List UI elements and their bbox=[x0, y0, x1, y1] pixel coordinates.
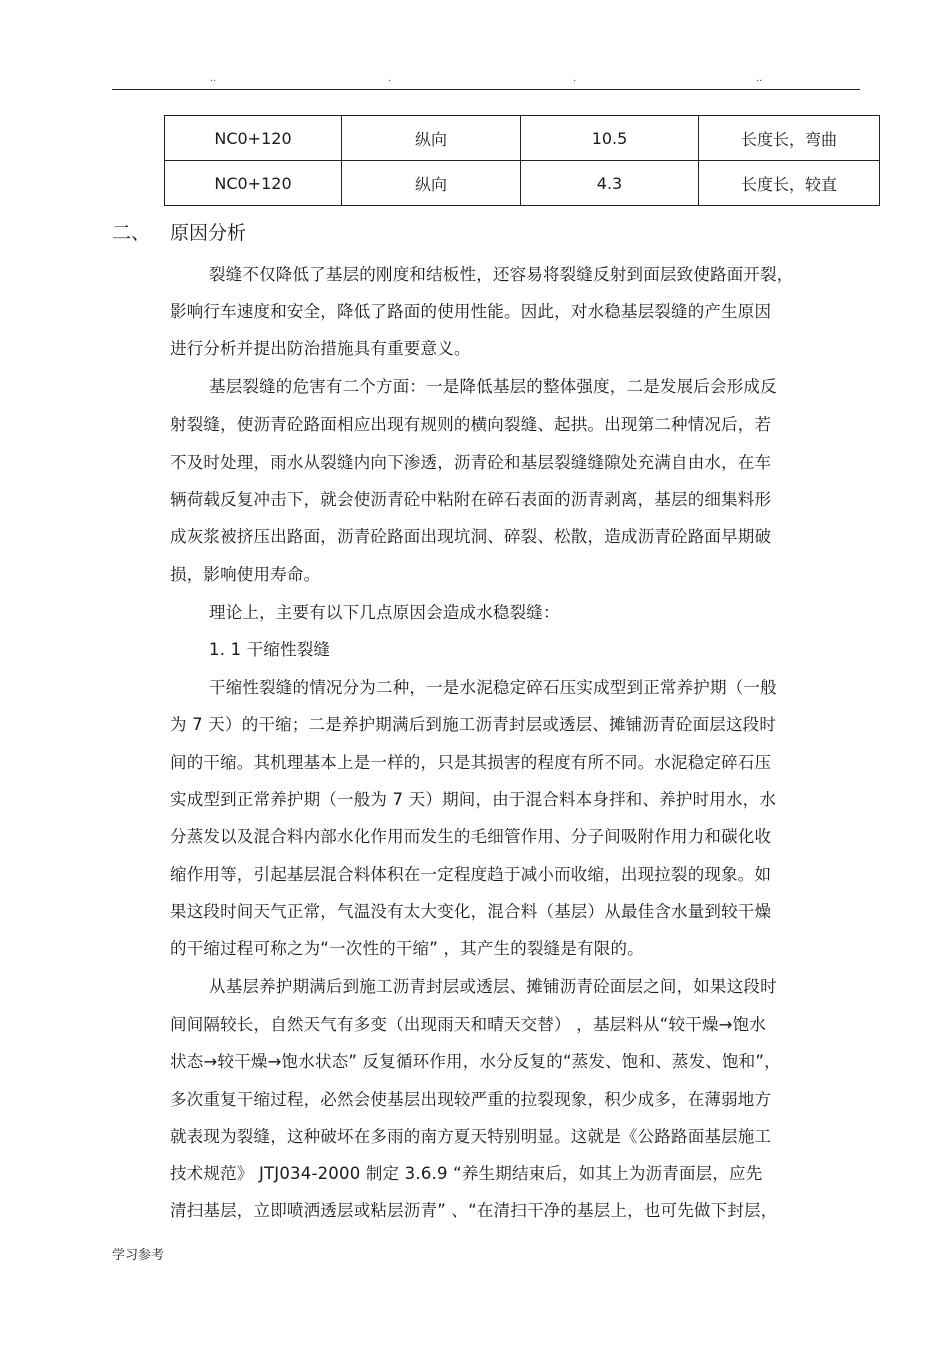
body-line: 的干缩过程可称之为“一次性的干缩” ，其产生的裂缝是有限的。 bbox=[170, 939, 644, 958]
header-dot: .. bbox=[210, 73, 217, 84]
table-cell-direction: 纵向 bbox=[342, 116, 521, 161]
body-line: 间间隔较长，自然天气有多变（出现雨天和晴天交替） ，基层料从“较干燥→饱水 bbox=[170, 1015, 767, 1034]
body-line: 影响行车速度和安全，降低了路面的使用性能。因此，对水稳基层裂缝的产生原因 bbox=[170, 302, 772, 321]
body-line: 基层裂缝的危害有二个方面：一是降低基层的整体强度，二是发展后会形成反 bbox=[209, 377, 777, 396]
body-line: 裂缝不仅降低了基层的刚度和结板性，还容易将裂缝反射到面层致使路面开裂， bbox=[209, 265, 794, 284]
subsection-heading: 1. 1 干缩性裂缝 bbox=[209, 640, 331, 659]
header-dot: .. bbox=[756, 73, 763, 84]
table-cell-length: 10.5 bbox=[521, 116, 699, 161]
body-line: 间的干缩。其机理基本上是一样的，只是其损害的程度有所不同。水泥稳定碎石压 bbox=[170, 753, 772, 772]
table-row bbox=[165, 161, 880, 206]
header-rule bbox=[112, 89, 860, 90]
body-line: 就表现为裂缝，这种破坏在多雨的南方夏天特别明显。这就是《公路路面基层施工 bbox=[170, 1127, 772, 1146]
table-cell-length: 4.3 bbox=[521, 161, 699, 206]
table-cell-station: NC0+120 bbox=[165, 116, 342, 161]
header-dot: . bbox=[388, 73, 392, 84]
body-line: 清扫基层，立即喷洒透层或粘层沥青” 、“在清扫干净的基层上，也可先做下封层， bbox=[170, 1201, 778, 1220]
crack-table bbox=[164, 115, 880, 206]
section-title: 原因分析 bbox=[170, 222, 247, 244]
page-header-dots bbox=[0, 72, 950, 86]
body-line: 实成型到正常养护期（一般为 7 天）期间，由于混合料本身拌和、养护时用水，水 bbox=[170, 790, 777, 809]
body-line: 理论上，主要有以下几点原因会造成水稳裂缝： bbox=[209, 603, 560, 622]
body-line: 进行分析并提出防治措施具有重要意义。 bbox=[170, 339, 471, 358]
table-cell-station: NC0+120 bbox=[165, 161, 342, 206]
body-line: 缩作用等，引起基层混合料体积在一定程度趋于减小而收缩，出现拉裂的现象。如 bbox=[170, 865, 772, 884]
table-row bbox=[165, 116, 880, 161]
body-line: 状态→较干燥→饱水状态” 反复循环作用，水分反复的“蒸发、饱和、蒸发、饱和”， bbox=[170, 1052, 781, 1071]
section-number: 二、 bbox=[112, 222, 151, 244]
body-line: 多次重复干缩过程，必然会使基层出现较严重的拉裂现象，积少成多，在薄弱地方 bbox=[170, 1090, 772, 1109]
header-dot: . bbox=[573, 73, 577, 84]
body-line: 干缩性裂缝的情况分为二种，一是水泥稳定碎石压实成型到正常养护期（一般 bbox=[209, 678, 777, 697]
table-cell-direction: 纵向 bbox=[342, 161, 521, 206]
table-cell-description: 长度长，较直 bbox=[699, 161, 880, 206]
body-line: 分蒸发以及混合料内部水化作用而发生的毛细管作用、分子间吸附作用力和碳化收 bbox=[170, 827, 772, 846]
body-line: 损，影响使用寿命。 bbox=[170, 565, 321, 584]
body-line: 技术规范》 JTJ034-2000 制定 3.6.9 “养生期结束后，如其上为沥青面层，应先 bbox=[170, 1164, 763, 1183]
body-line: 辆荷载反复冲击下，就会使沥青砼中粘附在碎石表面的沥青剥离，基层的细集料形 bbox=[170, 490, 772, 509]
body-line: 从基层养护期满后到施工沥青封层或透层、摊铺沥青砼面层之间，如果这段时 bbox=[209, 977, 777, 996]
body-line: 不及时处理，雨水从裂缝内向下渗透，沥青砼和基层裂缝缝隙处充满自由水，在车 bbox=[170, 453, 772, 472]
page-footer: 学习参考 bbox=[112, 1248, 165, 1263]
body-line: 为 7 天）的干缩；二是养护期满后到施工沥青封层或透层、摊铺沥青砼面层这段时 bbox=[170, 715, 777, 734]
body-line: 果这段时间天气正常，气温没有太大变化，混合料（基层）从最佳含水量到较干燥 bbox=[170, 902, 772, 921]
table-cell-description: 长度长，弯曲 bbox=[699, 116, 880, 161]
body-line: 成灰浆被挤压出路面，沥青砼路面出现坑洞、碎裂、松散，造成沥青砼路面早期破 bbox=[170, 527, 772, 546]
body-line: 射裂缝，使沥青砼路面相应出现有规则的横向裂缝、起拱。出现第二种情况后，若 bbox=[170, 415, 772, 434]
